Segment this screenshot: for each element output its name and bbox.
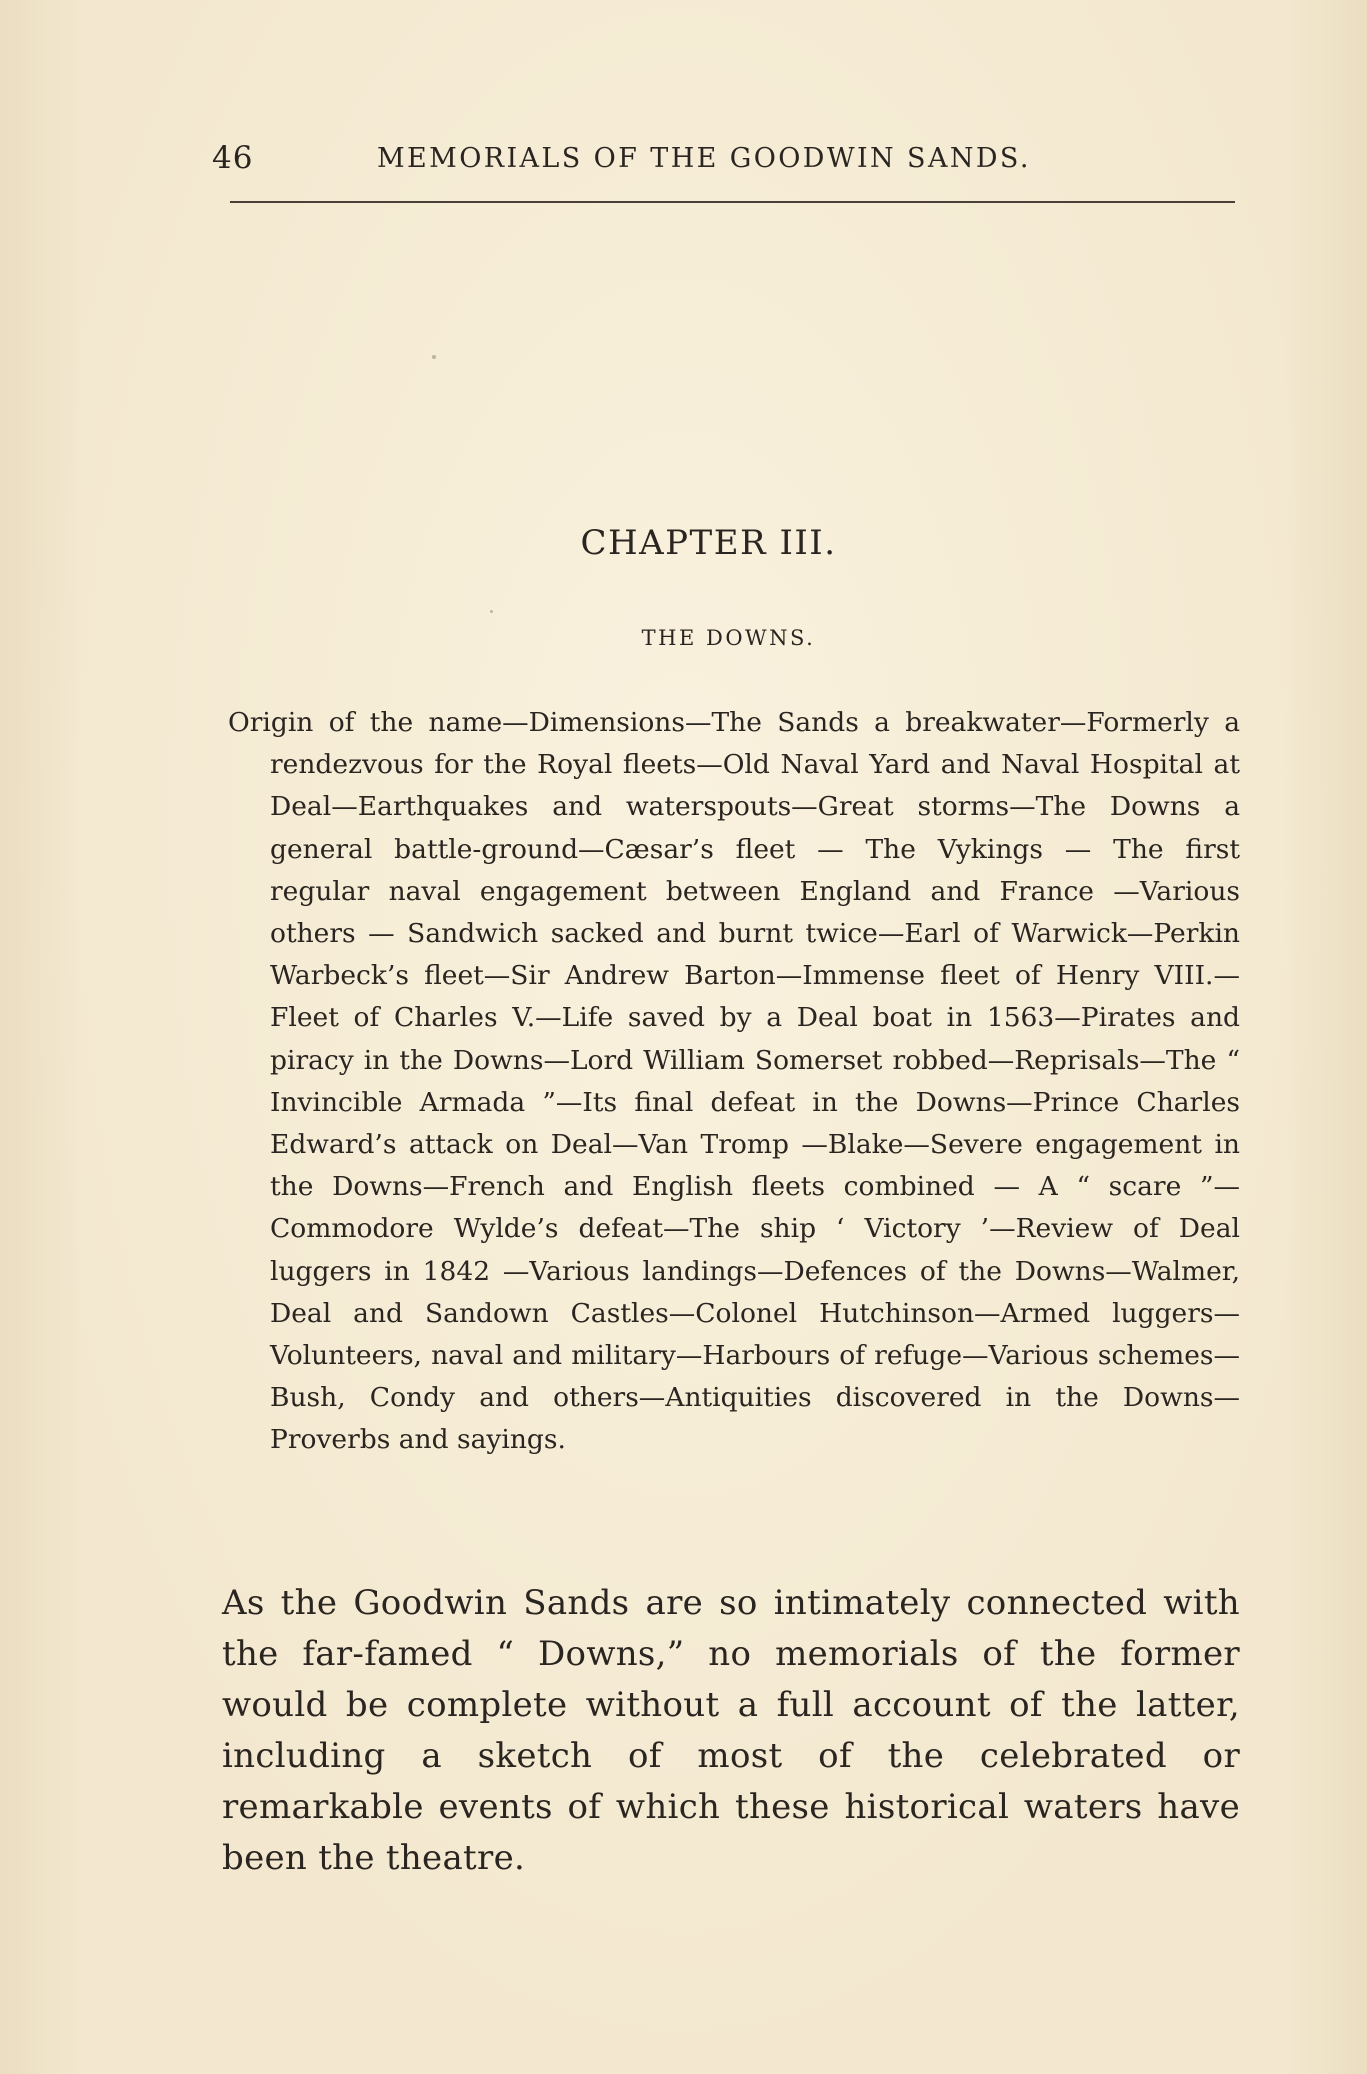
running-head [212,140,1232,180]
header-rule [230,201,1235,203]
chapter-synopsis: Origin of the name—Dimensions—The Sands a breakwater—Formerly a rendezvous for the Royal fleets—Old Naval Yard and Naval Hospital at Deal—Earthquakes and waterspouts—Great storms—The Downs a general battle-ground—Cæsar’s fleet — The Vykings — The first regular naval engagement between England and France —Various others — Sandwich sacked and burnt twice—Earl of Warwick—Perkin Warbeck’s fleet—Sir Andrew Barton—Immense fleet of Henry VIII.—Fleet of Charles V.—Life saved by a Deal boat in 1563—Pirates and piracy in the Downs—Lord William Somerset robbed—Reprisals—The “ Invincible Armada ”—Its final defeat in the Downs—Prince Charles Edward’s attack on Deal—Van Tromp —Blake—Severe engagement in the Downs—French and English fleets combined — A “ scare ”— Commodore Wylde’s defeat—The ship ‘ Victory ’—Review of Deal luggers in 1842 —Various landings—Defences of the Downs—Walmer, Deal and Sandown Castles—Colonel Hutchinson—Armed luggers—Volunteers, naval and military—Harbours of refuge—Various schemes—Bush, Condy and others—Antiquities discovered in the Downs—Proverbs and sayings. [228,707,1240,1456]
paper-speck [490,610,493,613]
body-paragraph: As the Goodwin Sands are so intimately connected with the far-famed “ Downs,” no memorials of the former would be complete without a full account of the latter, including a sketch of most of the celebrated or remarkable events of which these historical waters have been the theatre. [222,1583,1240,1878]
paper-speck [432,355,436,359]
page-number: 46 [212,140,254,176]
chapter-title: CHAPTER III. [580,523,837,563]
running-title: MEMORIALS OF THE GOODWIN SANDS. [377,143,1031,174]
chapter-subtitle: THE DOWNS. [641,626,816,650]
